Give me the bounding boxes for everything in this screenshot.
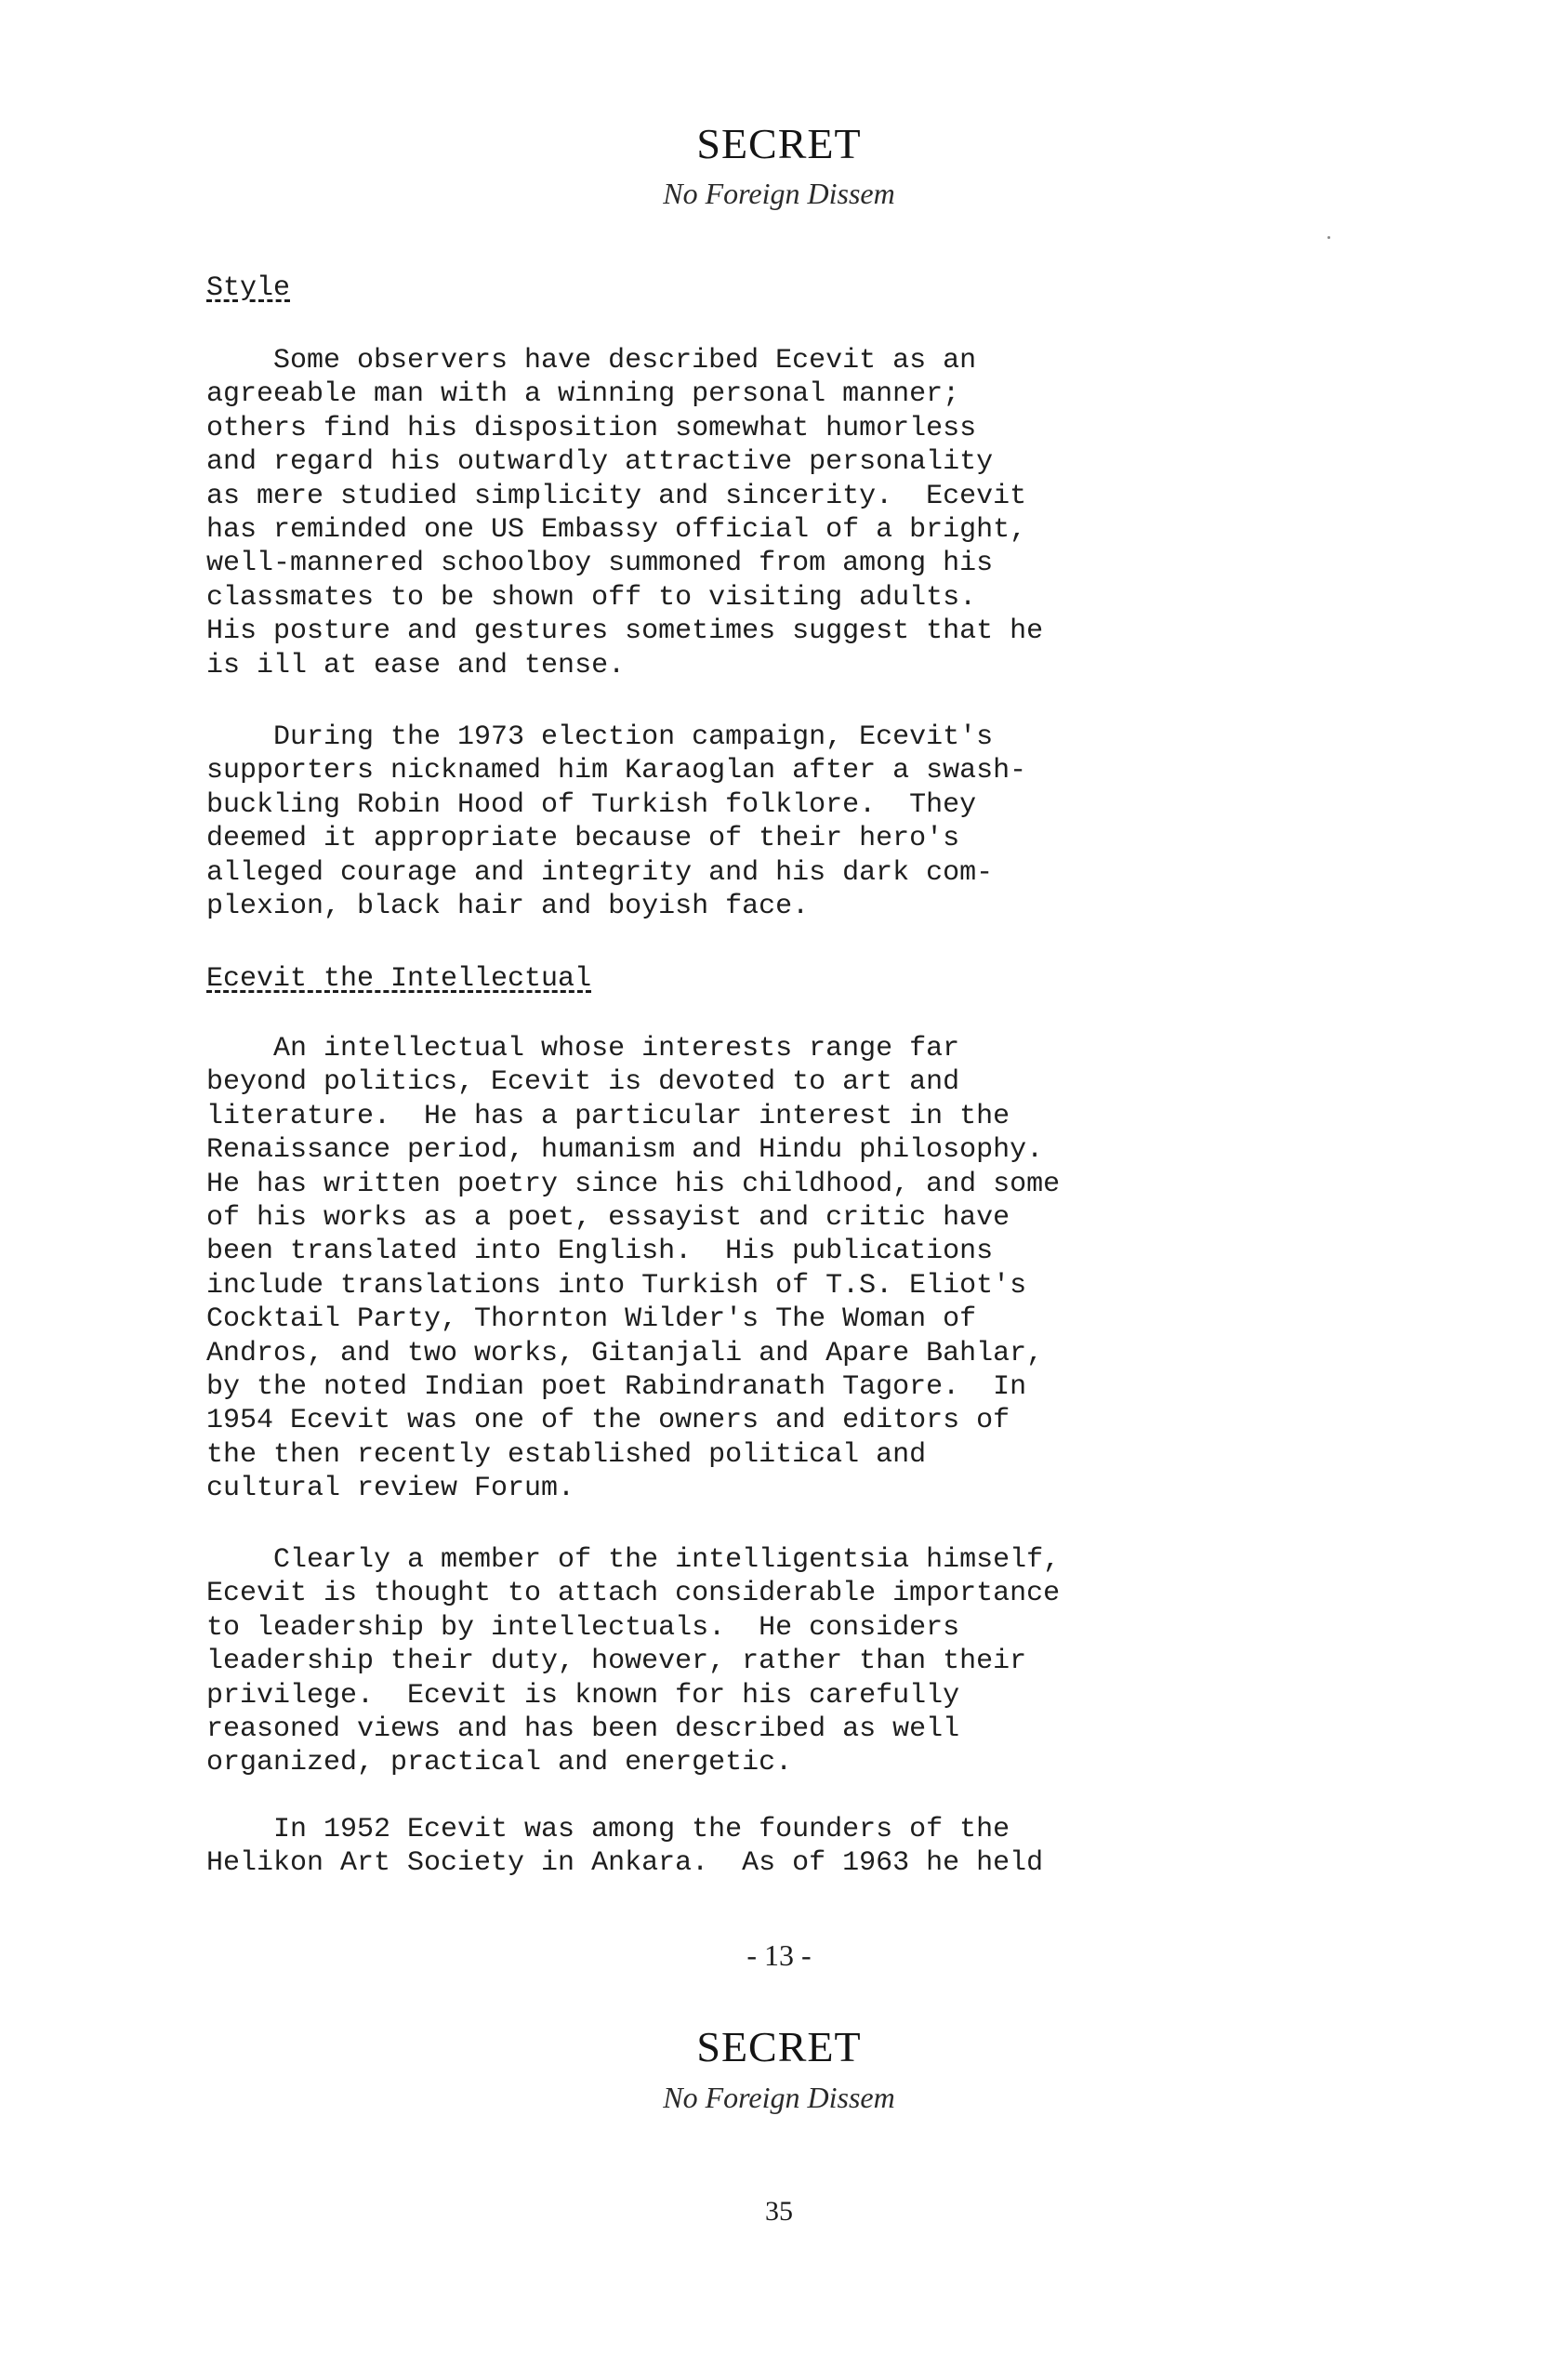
text-line: classmates to be shown off to visiting adults. xyxy=(206,581,977,614)
text-line: has reminded one US Embassy official of a bright, xyxy=(206,514,1027,547)
text-line: been translated into English. His publications xyxy=(206,1236,994,1268)
text-line: organized, practical and energetic. xyxy=(206,1747,793,1779)
text-line: Cocktail Party, Thornton Wilder's The Woman of xyxy=(206,1303,977,1336)
footer-dissem-marking: No Foreign Dissem xyxy=(663,2081,895,2114)
text-line: 1954 Ecevit was one of the owners and editors of xyxy=(206,1405,1010,1437)
text-line: as mere studied simplicity and sincerity. Ecevit xyxy=(206,480,1027,512)
text-line: Ecevit is thought to attach considerable importance xyxy=(206,1578,1061,1610)
footer-classification: SECRET xyxy=(696,2023,862,2070)
text-line: the then recently established political and xyxy=(206,1438,927,1471)
text-line: An intellectual whose interests range far xyxy=(206,1033,960,1064)
text-line: leadership their duty, however, rather than their xyxy=(206,1646,1027,1678)
text-line: supporters nicknamed him Karaoglan after a swash- xyxy=(206,755,1027,787)
text-line: beyond politics, Ecevit is devoted to art and xyxy=(206,1066,960,1099)
scan-speck xyxy=(1327,236,1330,239)
intellectual-heading: Ecevit the Intellectual xyxy=(206,963,592,995)
text-line: well-mannered schoolboy summoned from among his xyxy=(206,548,994,580)
text-line: Clearly a member of the intelligentsia himself, xyxy=(206,1544,1061,1576)
text-line: Renaissance period, humanism and Hindu philosophy. xyxy=(206,1134,1044,1167)
style-paragraph-1 xyxy=(206,344,1275,682)
text-line: buckling Robin Hood of Turkish folklore. They xyxy=(206,788,977,821)
text-line: reasoned views and has been described as well xyxy=(206,1713,960,1746)
text-line: His posture and gestures sometimes suggest that he xyxy=(206,615,1044,648)
text-line: others find his disposition somewhat humorless xyxy=(206,412,977,444)
text-line: He has written poetry since his childhood, and some xyxy=(206,1168,1061,1200)
folio-number: 35 xyxy=(765,2196,793,2227)
text-line: by the noted Indian poet Rabindranath Tagore. In xyxy=(206,1371,1027,1404)
header-dissem-marking: No Foreign Dissem xyxy=(663,177,895,210)
header-classification: SECRET xyxy=(696,120,862,167)
text-line: to leadership by intellectuals. He considers xyxy=(206,1611,960,1644)
text-line: plexion, black hair and boyish face. xyxy=(206,891,810,923)
text-line: privilege. Ecevit is known for his carefully xyxy=(206,1679,960,1712)
text-line: literature. He has a particular interest in the xyxy=(206,1100,1010,1132)
text-line: is ill at ease and tense. xyxy=(206,649,626,681)
page-number: - 13 - xyxy=(746,1938,812,1972)
text-line: alleged courage and integrity and his dark com- xyxy=(206,856,994,889)
intellectual-paragraph-3 xyxy=(206,1813,1275,1881)
text-line: of his works as a poet, essayist and critic have xyxy=(206,1202,1010,1235)
intellectual-paragraph-2 xyxy=(206,1543,1275,1780)
style-paragraph-2 xyxy=(206,721,1275,923)
text-line: agreeable man with a winning personal manner; xyxy=(206,378,960,411)
text-line: During the 1973 election campaign, Ecevit's xyxy=(206,721,994,753)
text-line: Helikon Art Society in Ankara. As of 1963 he held xyxy=(206,1847,1044,1880)
text-line: and regard his outwardly attractive personality xyxy=(206,446,994,479)
style-heading: Style xyxy=(206,272,291,304)
text-line: cultural review Forum. xyxy=(206,1473,575,1505)
text-line: deemed it appropriate because of their hero's xyxy=(206,823,960,855)
intellectual-paragraph-1 xyxy=(206,1032,1275,1506)
text-line: Andros, and two works, Gitanjali and Apare Bahlar, xyxy=(206,1337,1044,1369)
text-line: Some observers have described Ecevit as an xyxy=(206,345,977,377)
text-line: In 1952 Ecevit was among the founders of the xyxy=(206,1814,1010,1845)
text-line: include translations into Turkish of T.S. Eliot's xyxy=(206,1269,1027,1302)
